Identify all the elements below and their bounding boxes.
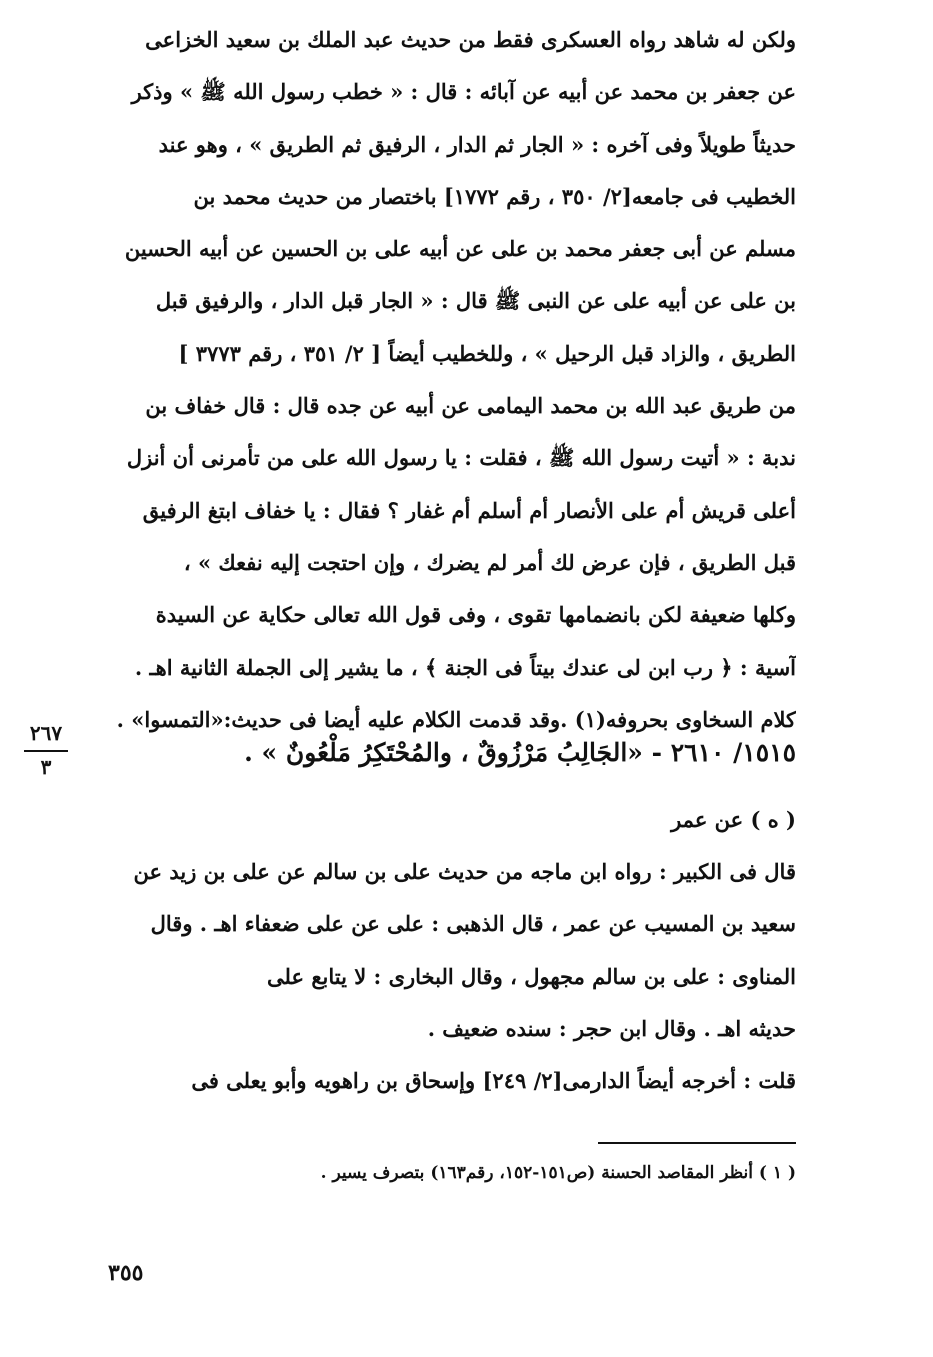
margin-reference: [20, 718, 72, 780]
margin-reference-rule: [24, 750, 68, 752]
hadith-heading: ١٥١٥/ ٢٦١٠ - «الجَالِبُ مَرْزُوقٌ ، والمُحْتَكِرُ مَلْعُونٌ » .: [244, 738, 796, 767]
text-line: ولكن له شاهد رواه العسكرى فقط من حديث عبد الملك بن سعيد الخزاعى: [145, 27, 796, 52]
text-line: المناوى : على بن سالم مجهول ، وقال البخارى : لا يتابع على: [267, 963, 796, 989]
text-line: الطريق ، والزاد قبل الرحيل » ، وللخطيب أيضاً [ ٢/ ٣٥١ ، رقم ٣٧٧٣ ]: [178, 340, 796, 366]
commentary-paragraph: [96, 1055, 796, 1107]
text-line: قلت : أخرجه أيضاً الدارمى[٢/ ٢٤٩] وإسحاق بن راهويه وأبو يعلى فى: [191, 1068, 796, 1093]
page-number: ٣٥٥: [108, 1260, 144, 1286]
text-line: الخطيب فى جامعه[٢/ ٣٥٠ ، رقم ١٧٧٢] باختصار من حديث محمد بن: [193, 183, 796, 209]
text-line: عن جعفر بن محمد عن أبيه عن آبائه : قال : « خطب رسول الله ﷺ » وذكر: [131, 79, 796, 105]
margin-reference-part: ٣: [40, 755, 52, 779]
commentary-paragraph: [96, 14, 796, 746]
text-line: قبل الطريق ، فإن عرض لك أمر لم يضرك ، وإن احتجت إليه نفعك » ،: [183, 549, 796, 575]
text-line: كلام السخاوى بحروفه(١) .وقد قدمت الكلام عليه أيضا فى حديث:«التمسوا» .: [116, 706, 796, 732]
text-line: مسلم عن أبى جعفر محمد بن على عن أبيه على بن الحسين عن أبيه الحسين: [124, 236, 796, 262]
text-line: من طريق عبد الله بن محمد اليمامى عن أبيه عن جده قال : قال خفاف بن: [145, 393, 796, 419]
footnote-separator: [598, 1142, 796, 1144]
footnote: ( ١ ) أنظر المقاصد الحسنة (ص١٥١-١٥٢، رقم١٦٣) بتصرف يسير .: [320, 1163, 796, 1183]
commentary-paragraph: [96, 846, 796, 1055]
text-line: أعلى قريش أم على الأنصار أم أسلم أم غفار ؟ فقال : يا خفاف ابتغ الرفيق: [142, 497, 796, 523]
text-line: حديثه اهـ . وقال ابن حجر : سنده ضعيف .: [427, 1015, 796, 1041]
text-line: وكلها ضعيفة لكن بانضمامها تقوى ، وفى قول الله تعالى حكاية عن السيدة: [155, 602, 796, 628]
narrator-line: ( ه ) عن عمر: [671, 807, 796, 832]
text-line: آسية : ﴿ رب ابن لى عندك بيتاً فى الجنة ﴾ ، ما يشير إلى الجملة الثانية اهـ .: [134, 654, 796, 680]
text-line: سعيد بن المسيب عن عمر ، قال الذهبى : على عن على ضعفاء اهـ . وقال: [150, 911, 796, 937]
text-line: حديثاً طويلاً وفى آخره : « الجار ثم الدار ، الرفيق ثم الطريق » ، وهو عند: [158, 131, 796, 157]
margin-reference-volume: ٢٦٧: [29, 721, 63, 745]
text-line: ندبة : « أتيت رسول الله ﷺ ، فقلت : يا رسول الله على من تأمرنى أن أنزل: [126, 445, 796, 471]
text-line: بن على عن أبيه على عن النبى ﷺ قال : « الجار قبل الدار ، والرفيق قبل: [155, 288, 796, 314]
text-line: قال فى الكبير : رواه ابن ماجه من حديث على بن سالم عن على بن زيد عن: [133, 859, 796, 884]
